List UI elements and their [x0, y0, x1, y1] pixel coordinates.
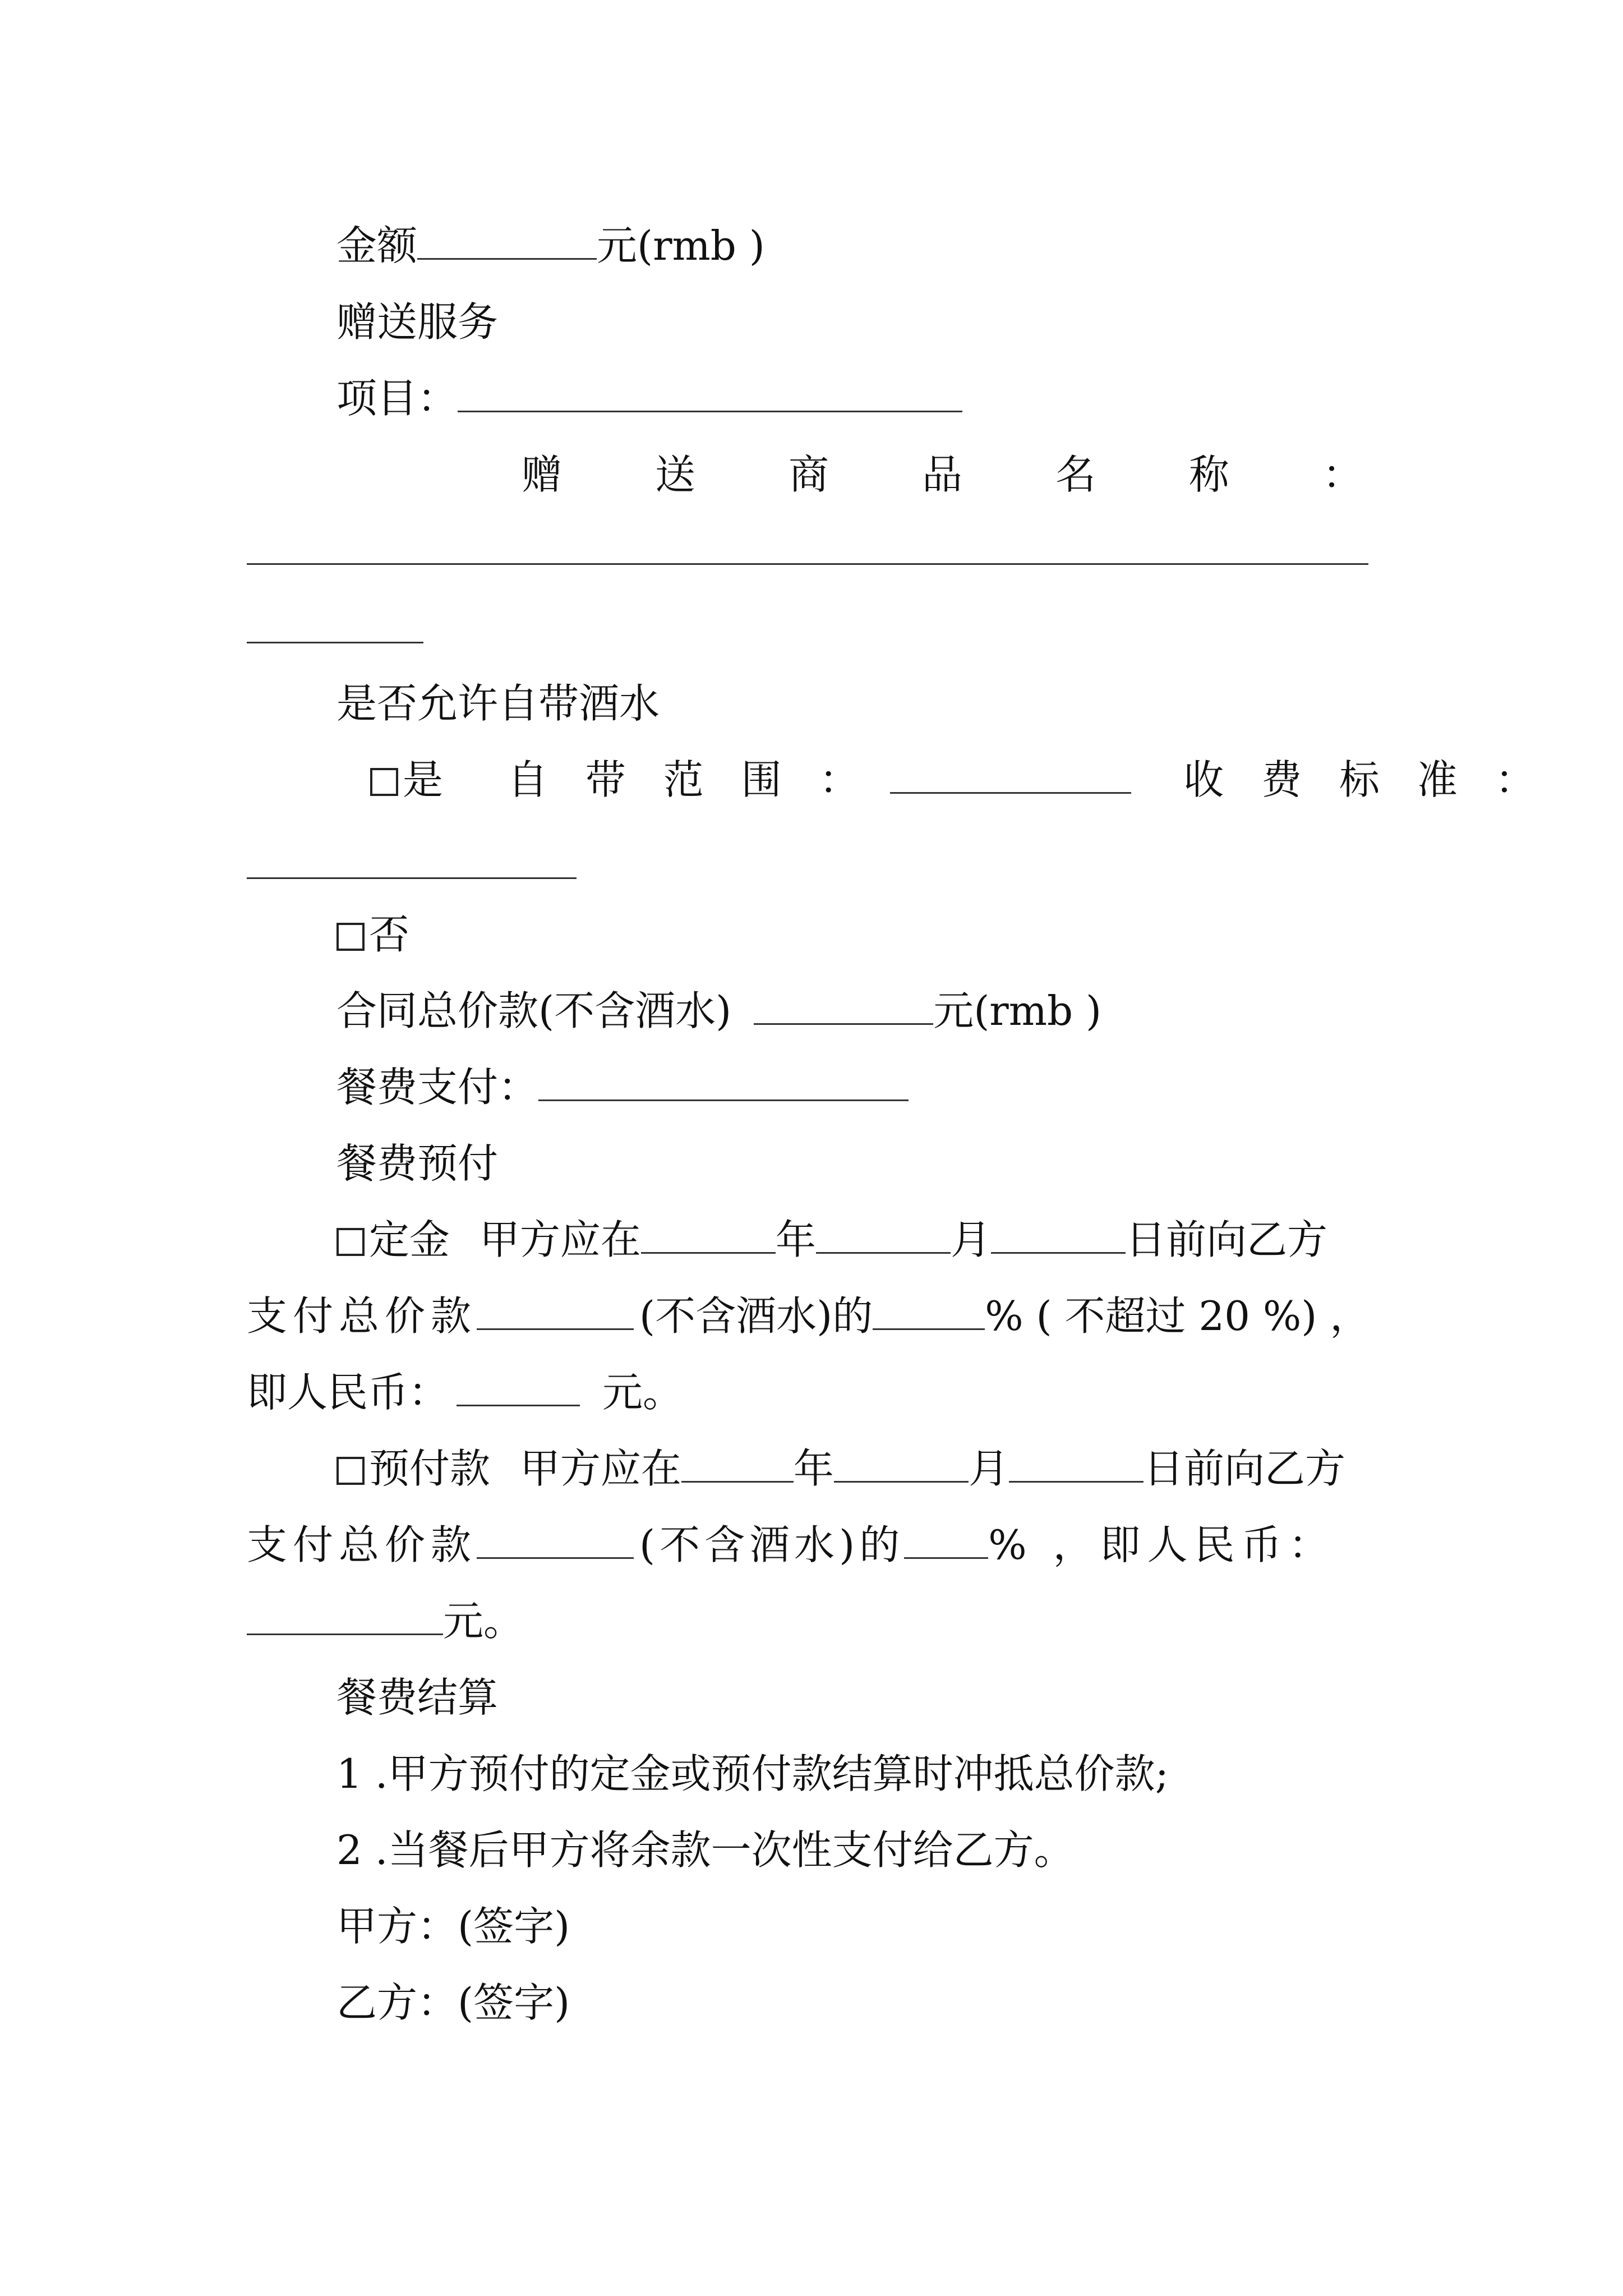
advance-line3: 元。	[443, 1598, 524, 1645]
own-drinks-scope-label: 自 带 范 围 ：	[507, 756, 872, 803]
own-drinks-heading-text: 是否允许自带酒水	[336, 680, 660, 727]
advance-line-2	[247, 1518, 1380, 1572]
total-unit: 元(rmb )	[933, 987, 1102, 1034]
advance-year-blank[interactable]	[681, 1443, 794, 1483]
own-drinks-yes-checkbox[interactable]	[370, 768, 398, 796]
advance-month-blank[interactable]	[834, 1443, 969, 1483]
gift-goods-blank-line-1[interactable]	[247, 563, 1368, 565]
advance-total-blank[interactable]	[477, 1519, 634, 1559]
deposit-line2-a: 支付总价款	[247, 1292, 477, 1340]
deposit-month-blank[interactable]	[816, 1214, 951, 1254]
advance-line2-a: 支付总价款	[247, 1521, 477, 1568]
own-drinks-yes-line	[370, 753, 1548, 807]
prepay-heading	[336, 1137, 1469, 1190]
meal-payment-label: 餐费支付：	[336, 1064, 539, 1111]
gift-items-line	[336, 371, 1469, 425]
total-line	[336, 984, 1469, 1038]
settlement-heading	[336, 1671, 1469, 1724]
gift-goods-line	[522, 448, 1363, 501]
amount-unit: 元(rmb )	[597, 222, 765, 269]
deposit-month-label: 月	[950, 1216, 991, 1263]
deposit-line3-b: 元。	[602, 1369, 684, 1416]
advance-rmb-blank[interactable]	[247, 1595, 443, 1635]
advance-day-blank[interactable]	[1009, 1443, 1144, 1483]
total-blank[interactable]	[754, 985, 933, 1025]
gift-goods-char: 赠	[522, 451, 562, 498]
deposit-line3-a: 即人民币：	[247, 1369, 449, 1416]
gift-goods-blank-line-2[interactable]	[247, 642, 423, 643]
gift-goods-char: 名	[1055, 451, 1096, 498]
advance-text-a: 甲方应在	[519, 1445, 681, 1492]
deposit-text-b: 日前向乙方	[1125, 1216, 1327, 1263]
gift-goods-char: 称	[1188, 451, 1229, 498]
deposit-rmb-blank[interactable]	[457, 1366, 580, 1406]
own-drinks-yes-label: 是	[403, 756, 456, 803]
own-drinks-heading	[336, 677, 1469, 730]
gift-items-blank[interactable]	[458, 372, 962, 412]
own-drinks-scope-blank[interactable]	[890, 754, 1131, 794]
settlement-item-2	[336, 1823, 1469, 1877]
advance-month-label: 月	[968, 1445, 1009, 1492]
own-drinks-no-label: 否	[369, 911, 410, 958]
meal-payment-line	[336, 1060, 1469, 1114]
gift-goods-char: 商	[788, 451, 829, 498]
advance-line-3	[247, 1594, 1380, 1648]
deposit-line2-c: % ( 不超过 20 %) ，	[985, 1292, 1371, 1340]
settlement-heading-text: 餐费结算	[336, 1674, 499, 1721]
own-drinks-fee-blank[interactable]	[247, 877, 577, 879]
settlement-item-2-text: 2 .当餐后甲方将余款一次性支付给乙方。	[336, 1826, 1075, 1874]
deposit-percent-blank[interactable]	[873, 1290, 985, 1330]
deposit-option-label: 定金	[369, 1216, 450, 1263]
advance-line2-b: (不含酒水)的	[639, 1521, 905, 1568]
settlement-item-1	[336, 1747, 1469, 1801]
deposit-line-3	[247, 1365, 1380, 1419]
gift-items-label: 项目：	[336, 375, 458, 422]
advance-percent-blank[interactable]	[904, 1519, 988, 1559]
settlement-item-1-text: 1 .甲方预付的定金或预付款结算时冲抵总价款;	[336, 1750, 1169, 1797]
signature-party-a-text: 甲方：(签字)	[336, 1903, 570, 1950]
total-label: 合同总价款(不含酒水)	[336, 987, 732, 1034]
deposit-checkbox[interactable]	[336, 1228, 365, 1256]
deposit-year-label: 年	[775, 1216, 816, 1263]
gift-service-heading	[336, 295, 1469, 349]
amount-line	[336, 219, 1469, 273]
own-drinks-no-checkbox[interactable]	[336, 923, 365, 951]
gift-service-heading-text: 赠送服务	[336, 298, 499, 346]
advance-line2-c: % ，即人民币：	[988, 1521, 1336, 1568]
deposit-total-blank[interactable]	[477, 1290, 634, 1330]
meal-payment-blank[interactable]	[538, 1061, 909, 1101]
own-drinks-fee-label: 收 费 标 准 ：	[1183, 756, 1548, 803]
deposit-line2-b: (不含酒水)的	[639, 1292, 873, 1340]
signature-party-a	[336, 1899, 1469, 1953]
signature-party-b-text: 乙方：(签字)	[336, 1979, 570, 2026]
deposit-line-1	[336, 1213, 1469, 1267]
gift-goods-char: ：	[1322, 451, 1363, 498]
amount-label: 金额	[336, 222, 418, 269]
advance-option-label: 预付款	[369, 1445, 491, 1492]
own-drinks-no-line	[336, 908, 1469, 961]
deposit-line-2	[247, 1289, 1380, 1343]
gift-goods-char: 送	[654, 451, 695, 498]
advance-text-b: 日前向乙方	[1143, 1445, 1345, 1492]
gift-goods-char: 品	[921, 451, 962, 498]
advance-checkbox[interactable]	[336, 1457, 365, 1485]
signature-party-b	[336, 1976, 1469, 2030]
deposit-text-a: 甲方应在	[479, 1216, 641, 1263]
prepay-heading-text: 餐费预付	[336, 1140, 499, 1187]
amount-blank[interactable]	[417, 220, 597, 260]
deposit-year-blank[interactable]	[641, 1214, 776, 1254]
advance-line-1	[336, 1442, 1469, 1496]
advance-year-label: 年	[793, 1445, 834, 1492]
deposit-day-blank[interactable]	[991, 1214, 1126, 1254]
